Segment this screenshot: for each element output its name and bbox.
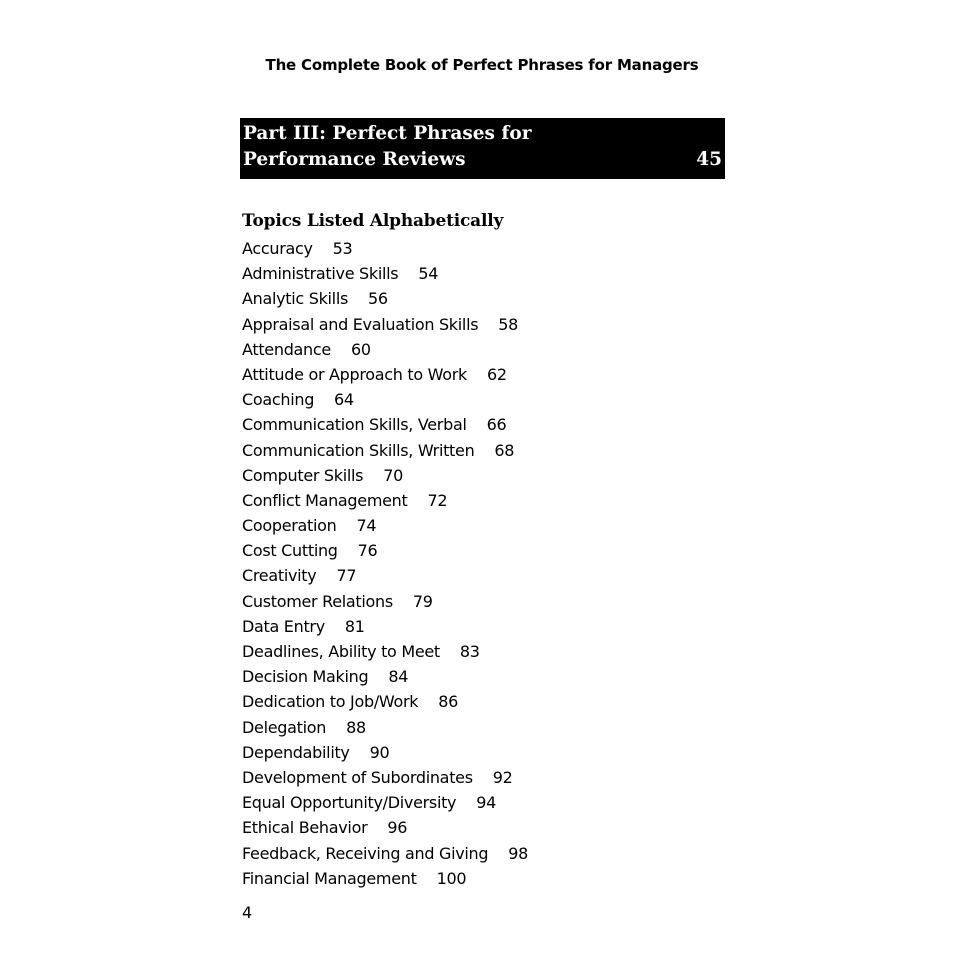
topic-entry	[242, 261, 528, 286]
topic-label: Cooperation	[242, 516, 337, 536]
topic-entry	[242, 740, 528, 765]
topic-page: 79	[412, 591, 433, 611]
part-banner	[240, 118, 725, 179]
topic-page: 58	[498, 314, 519, 334]
topic-entry	[242, 488, 528, 513]
topic-label: Attendance	[242, 339, 331, 359]
topic-label: Attitude or Approach to Work	[242, 364, 467, 384]
topic-entry	[242, 412, 528, 437]
topic-label: Conflict Management	[242, 490, 408, 510]
topic-label: Communication Skills, Written	[242, 440, 475, 460]
topic-label: Dedication to Job/Work	[242, 692, 419, 712]
topic-page: 53	[332, 239, 353, 258]
folio-page-number: 4	[242, 903, 253, 922]
topic-entry	[242, 614, 528, 639]
topics-list	[242, 236, 528, 891]
part-title-line-2: Performance Reviews	[243, 149, 466, 170]
topic-page: 96	[387, 818, 408, 838]
topic-entry	[242, 765, 528, 790]
topic-label: Development of Subordinates	[242, 767, 473, 787]
topic-label: Data Entry	[242, 616, 325, 636]
topic-page: 62	[486, 364, 507, 384]
topic-entry	[242, 589, 528, 614]
topic-page: 74	[356, 516, 377, 536]
topic-page: 92	[492, 767, 513, 787]
topic-page: 94	[476, 793, 496, 813]
topic-entry	[242, 689, 528, 714]
topic-page: 70	[383, 465, 403, 485]
topic-label: Feedback, Receiving and Giving	[242, 843, 489, 863]
topic-page: 90	[369, 742, 390, 762]
topic-entry	[242, 715, 528, 740]
topic-label: Coaching	[242, 390, 315, 410]
topic-entry	[242, 362, 528, 387]
topic-label: Delegation	[242, 717, 327, 737]
topic-label: Ethical Behavior	[242, 818, 368, 838]
topic-entry	[242, 236, 528, 261]
topic-page: 88	[346, 717, 366, 737]
running-head: The Complete Book of Perfect Phrases for Managers	[265, 56, 699, 74]
topic-entry	[242, 463, 528, 488]
topic-page: 60	[350, 339, 371, 359]
topic-label: Customer Relations	[242, 591, 393, 611]
topic-entry	[242, 639, 528, 664]
topic-label: Accuracy	[242, 239, 313, 258]
topic-entry	[242, 387, 528, 412]
topic-page: 68	[494, 440, 515, 460]
topic-label: Dependability	[242, 742, 350, 762]
topic-label: Communication Skills, Verbal	[242, 415, 467, 435]
topic-entry	[242, 815, 528, 840]
topic-label: Financial Management	[242, 868, 417, 888]
topic-label: Computer Skills	[242, 465, 364, 485]
topic-entry	[242, 286, 528, 311]
topic-page: 76	[357, 541, 378, 561]
topic-entry	[242, 563, 528, 588]
part-page-number: 45	[696, 149, 722, 170]
topic-label: Equal Opportunity/Diversity	[242, 793, 457, 813]
topic-label: Analytic Skills	[242, 289, 349, 309]
topic-page: 77	[336, 566, 357, 586]
topic-page: 100	[436, 868, 467, 888]
topic-entry	[242, 866, 528, 891]
part-title-line-1: Part III: Perfect Phrases for	[243, 123, 532, 144]
topic-entry	[242, 790, 528, 815]
topic-entry	[242, 841, 528, 866]
section-heading: Topics Listed Alphabetically	[242, 211, 504, 231]
topic-page: 86	[438, 692, 458, 712]
topic-label: Cost Cutting	[242, 541, 338, 561]
topic-page: 66	[486, 415, 507, 435]
topic-page: 98	[508, 843, 529, 863]
topic-page: 56	[368, 289, 388, 309]
topic-label: Administrative Skills	[242, 264, 399, 284]
topic-entry	[242, 312, 528, 337]
topic-label: Creativity	[242, 566, 317, 586]
topic-page: 54	[418, 264, 439, 284]
topic-label: Deadlines, Ability to Meet	[242, 642, 440, 661]
topic-page: 84	[388, 667, 409, 687]
topic-label: Appraisal and Evaluation Skills	[242, 314, 479, 334]
topic-page: 64	[334, 390, 354, 410]
topic-page: 83	[459, 642, 480, 661]
topic-label: Decision Making	[242, 667, 369, 687]
topic-entry	[242, 513, 528, 538]
topic-page: 81	[344, 616, 365, 636]
topic-entry	[242, 337, 528, 362]
topic-entry	[242, 664, 528, 689]
topic-entry	[242, 538, 528, 563]
topic-page: 72	[427, 490, 448, 510]
topic-entry	[242, 438, 528, 463]
